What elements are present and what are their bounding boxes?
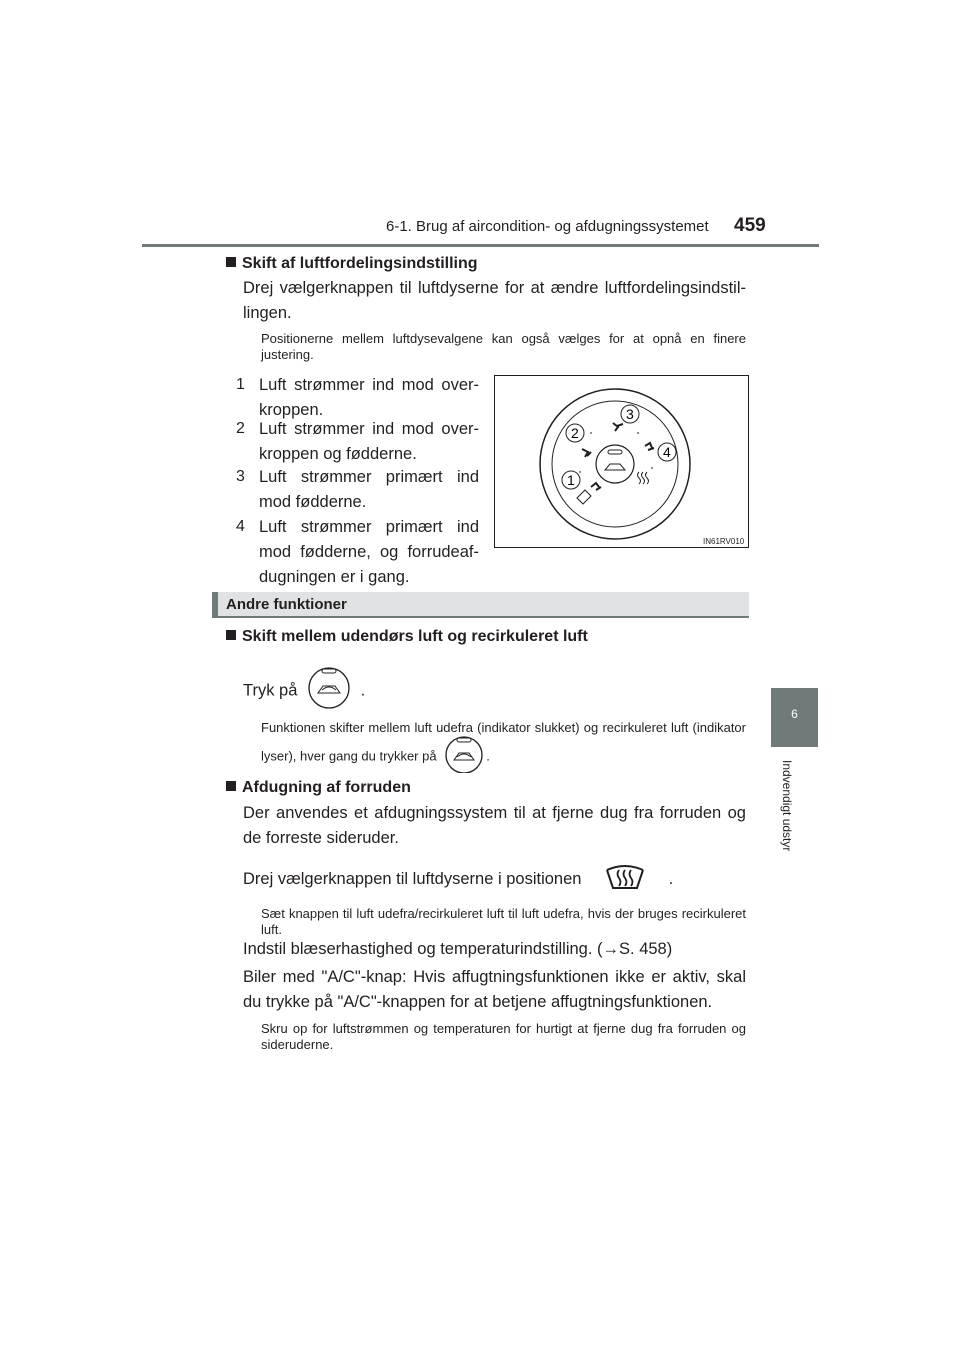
defog-body2: Indstil blæserhastighed og temperaturindstilling. (→S. 458) xyxy=(243,940,673,958)
defog-note2: Skru op for luftstrømmen og temperaturen for hurtigt at fjerne dug fra forruden og sideruderne. xyxy=(261,1021,746,1052)
heading-defog xyxy=(226,779,411,797)
heading-text: Skift mellem udendørs luft og recirkuleret luft xyxy=(242,628,588,645)
recirc-note-text: Funktionen skifter mellem luft udefra (indikator slukket) og recirkuleret luft (indikator lyser), hver gang du trykker på xyxy=(261,720,746,764)
item-number: 2 xyxy=(236,420,245,437)
band-title: Andre funktioner xyxy=(226,596,347,613)
heading-text: Afdugning af forruden xyxy=(242,779,411,796)
airflow-note: Positionerne mellem luftdysevalgene kan også vælges for at opnå en finere justering. xyxy=(261,331,746,362)
defog-body3: Biler med "A/C"-knap: Hvis affugtningsfunktionen ikke er aktiv, skal du trykke på "A/C"-knappen for at betjene affugtningsfunktionen. xyxy=(243,968,746,1011)
figure-code: IN61RV010 xyxy=(703,537,745,546)
section-heading-airflow xyxy=(226,255,478,273)
callout-4: 4 xyxy=(663,444,671,460)
item-text: Luft strømmer primært ind mod fødderne. xyxy=(259,468,479,511)
recirculate-air-button-icon xyxy=(304,663,354,709)
page-number: 459 xyxy=(734,215,766,236)
square-bullet-icon xyxy=(226,781,236,791)
heading-text: Skift af luftfordelingsindstilling xyxy=(242,255,478,272)
press-text-end: . xyxy=(360,681,366,700)
callout-2: 2 xyxy=(571,425,579,441)
recirc-note-end: . xyxy=(486,748,490,764)
defog-turn-line xyxy=(243,867,673,892)
airflow-body: Drej vælgerknappen til luftdyserne for at ændre luftfordelingsindstil-lingen. xyxy=(243,279,746,322)
item-number: 4 xyxy=(236,518,245,535)
heading-recirc xyxy=(226,628,588,646)
defog-note1: Sæt knappen til luft udefra/recirkuleret luft til luft udefra, hvis der bruges recirkuleret luft. xyxy=(261,906,746,937)
section-title: 6-1. Brug af aircondition- og afdugningssystemet xyxy=(386,218,709,235)
callout-3: 3 xyxy=(626,406,634,422)
defog-body: Der anvendes et afdugningssystem til at fjerne dug fra forruden og de forreste sideruder. xyxy=(243,804,746,847)
turn-text-end: . xyxy=(668,870,674,888)
chapter-label: Indvendigt udstyr xyxy=(780,760,794,852)
press-text: Tryk på xyxy=(243,681,298,700)
section-band-other-functions xyxy=(212,592,749,618)
chapter-number: 6 xyxy=(791,707,798,721)
recirculate-air-button-icon xyxy=(442,733,486,773)
square-bullet-icon xyxy=(226,257,236,267)
windshield-defrost-icon xyxy=(604,862,646,892)
vent-dial-figure xyxy=(494,375,749,548)
item-text: Luft strømmer ind mod over-kroppen og fødderne. xyxy=(259,420,479,463)
recirc-press-line xyxy=(243,673,365,709)
turn-text: Drej vælgerknappen til luftdyserne i positionen xyxy=(243,870,582,888)
item-text: Luft strømmer primært ind mod fødderne, og forrudeaf-dugningen er i gang. xyxy=(259,518,479,586)
item-number: 3 xyxy=(236,468,245,485)
callout-1: 1 xyxy=(567,472,575,488)
header-rule xyxy=(142,244,819,247)
recirc-note xyxy=(261,715,746,773)
square-bullet-icon xyxy=(226,630,236,640)
vent-dial-illustration xyxy=(495,376,748,547)
item-text: Luft strømmer ind mod over-kroppen. xyxy=(259,376,479,419)
item-number: 1 xyxy=(236,376,245,393)
